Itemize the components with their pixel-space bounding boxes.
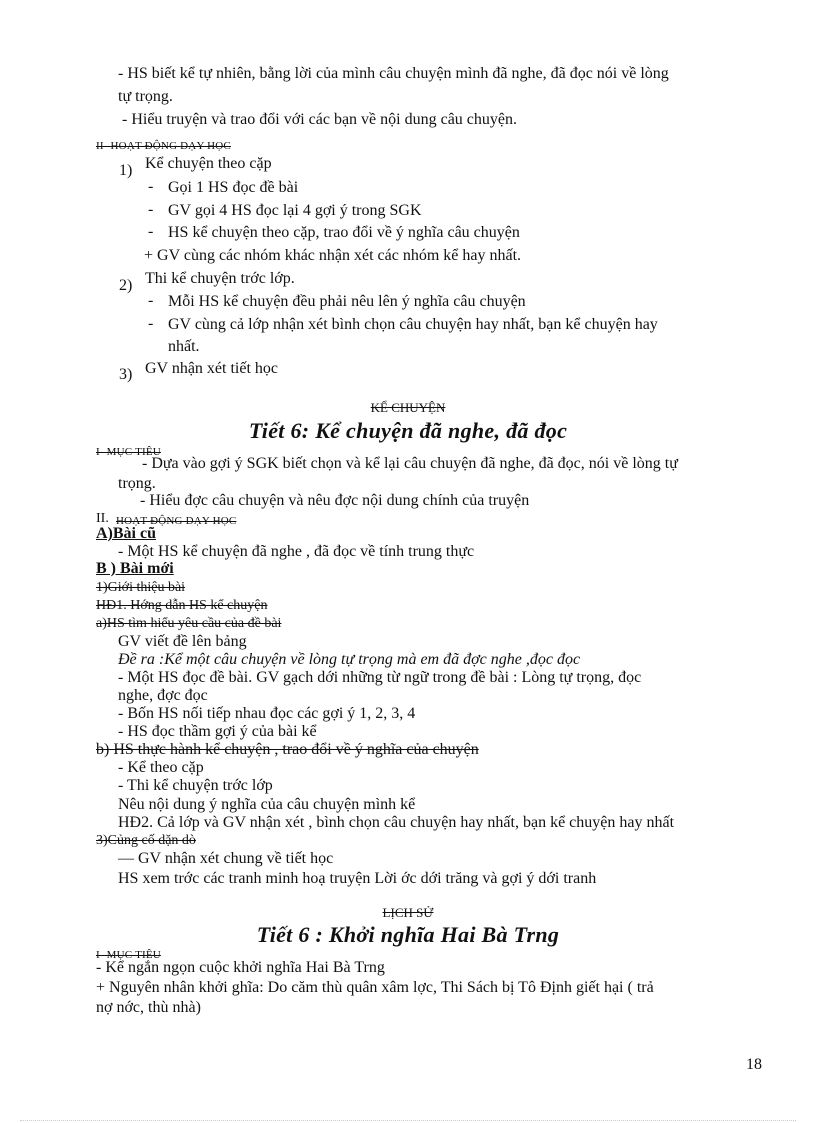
text-line: tự trọng. — [118, 88, 173, 105]
list-number: 3) — [119, 366, 133, 383]
text-line: HĐ2. Cả lớp và GV nhận xét , bình chọn câu chuyện hay nhất, bạn kể chuyện hay nhất — [118, 814, 675, 831]
lesson-title: Tiết 6 : Khởi nghĩa Hai Bà Trng — [256, 922, 560, 947]
text-line: - Kể theo cặp — [118, 759, 204, 776]
sub-heading: b) HS thực hành kể chuyện , trao đổi về ý nghĩa của chuyện — [96, 741, 479, 758]
list-item-title: Kể chuyện theo cặp — [145, 155, 272, 172]
sub-heading: HĐ1. Hớng dẫn HS kể chuyện — [96, 598, 268, 613]
list-number: 2) — [119, 277, 133, 294]
text-line: trọng. — [118, 475, 156, 492]
text-line: - Kể ngắn ngọn cuộc khởi nghĩa Hai Bà Trng — [96, 959, 385, 976]
text-line: HS xem trớc các tranh minh hoạ truyện Lời ớc dới trăng và gợi ý dới tranh — [118, 870, 597, 887]
bullet-dash: - — [148, 315, 154, 332]
section-heading: I- MỤC TIÊU — [96, 949, 161, 961]
lesson-title: Tiết 6: Kể chuyện đã nghe, đã đọc — [248, 418, 568, 443]
text-line: GV viết đề lên bảng — [118, 633, 247, 650]
text-line: Nêu nội dung ý nghĩa của câu chuyện mình kể — [118, 796, 416, 813]
bullet-dash: - — [148, 292, 154, 309]
list-item: + GV cùng các nhóm khác nhận xét các nhóm kể hay nhất. — [144, 247, 522, 264]
text-line: - Thi kể chuyện trớc lớp — [118, 777, 273, 794]
text-line: nghe, đợc đọc — [118, 687, 208, 704]
section-number: II. — [96, 511, 109, 526]
bullet-dash: - — [148, 201, 154, 218]
section-heading: II- HOẠT ĐỘNG DẠY HỌC — [96, 140, 231, 152]
text-line: nợ nớc, thù nhà) — [96, 999, 201, 1016]
bullet-dash: - — [148, 178, 154, 195]
list-item-title: GV nhận xét tiết học — [145, 360, 279, 377]
text-line: + Nguyên nhân khởi ghĩa: Do căm thù quân xâm lợc, Thi Sách bị Tô Định giết hại ( trả — [96, 979, 654, 996]
sub-heading: a)HS tìm hiểu yêu cầu của đề bài — [96, 616, 282, 631]
sub-heading: 3)Củng cố dặn dò — [96, 833, 196, 848]
list-item: nhất. — [168, 338, 200, 355]
text-line: - Một HS kể chuyện đã nghe , đã đọc về tính trung thực — [118, 543, 475, 560]
page-bottom-rule — [20, 1120, 796, 1121]
subject-heading: LỊCH SỬ — [382, 905, 434, 920]
list-item: GV gọi 4 HS đọc lại 4 gợi ý trong SGK — [168, 202, 422, 219]
text-line: - Một HS đọc đề bài. GV gạch dới những từ ngữ trong đề bài : Lòng tự trọng, đọc — [118, 669, 642, 686]
text-line: - HS biết kể tự nhiên, bằng lời của mình câu chuyện mình đã nghe, đã đọc nói về lòng — [118, 65, 669, 82]
bullet-dash: - — [148, 223, 154, 240]
text-line: - Hiểu đợc câu chuyện và nêu đợc nội dung chính của truyện — [140, 492, 530, 509]
list-item-title: Thi kể chuyện trớc lớp. — [145, 270, 295, 287]
section-heading: HOẠT ĐỘNG DẠY HỌC — [116, 515, 237, 527]
subject-heading: KỂ CHUYỆN — [370, 400, 446, 415]
sub-heading: B ) Bài mới — [96, 560, 174, 577]
sub-heading: 1)Giới thiệu bài — [96, 580, 186, 595]
list-item: HS kể chuyện theo cặp, trao đổi về ý nghĩa câu chuyện — [168, 224, 520, 241]
text-line: Đề ra :Kể một câu chuyện về lòng tự trọng mà em đã đợc nghe ,đọc đọc — [118, 651, 581, 668]
list-item: Mỗi HS kể chuyện đều phải nêu lên ý nghĩa câu chuyện — [168, 293, 526, 310]
section-heading: I- MỤC TIÊU — [96, 446, 161, 458]
text-line: - Bốn HS nối tiếp nhau đọc các gợi ý 1, 2, 3, 4 — [118, 705, 416, 722]
list-number: 1) — [119, 162, 133, 179]
list-item: GV cùng cả lớp nhận xét bình chọn câu chuyện hay nhất, bạn kể chuyện hay — [168, 316, 658, 333]
sub-heading: A)Bài cũ — [96, 525, 156, 542]
text-line: - Dựa vào gợi ý SGK biết chọn và kể lại câu chuyện đã nghe, đã đọc, nói về lòng tự — [142, 455, 678, 472]
text-line: - Hiểu truyện và trao đổi với các bạn về nội dung câu chuyện. — [122, 111, 517, 128]
text-line: - HS đọc thầm gợi ý của bài kể — [118, 723, 317, 740]
page-number: 18 — [746, 1056, 762, 1073]
list-item: Gọi 1 HS đọc đề bài — [168, 179, 299, 196]
text-line: — GV nhận xét chung về tiết học — [118, 850, 334, 867]
